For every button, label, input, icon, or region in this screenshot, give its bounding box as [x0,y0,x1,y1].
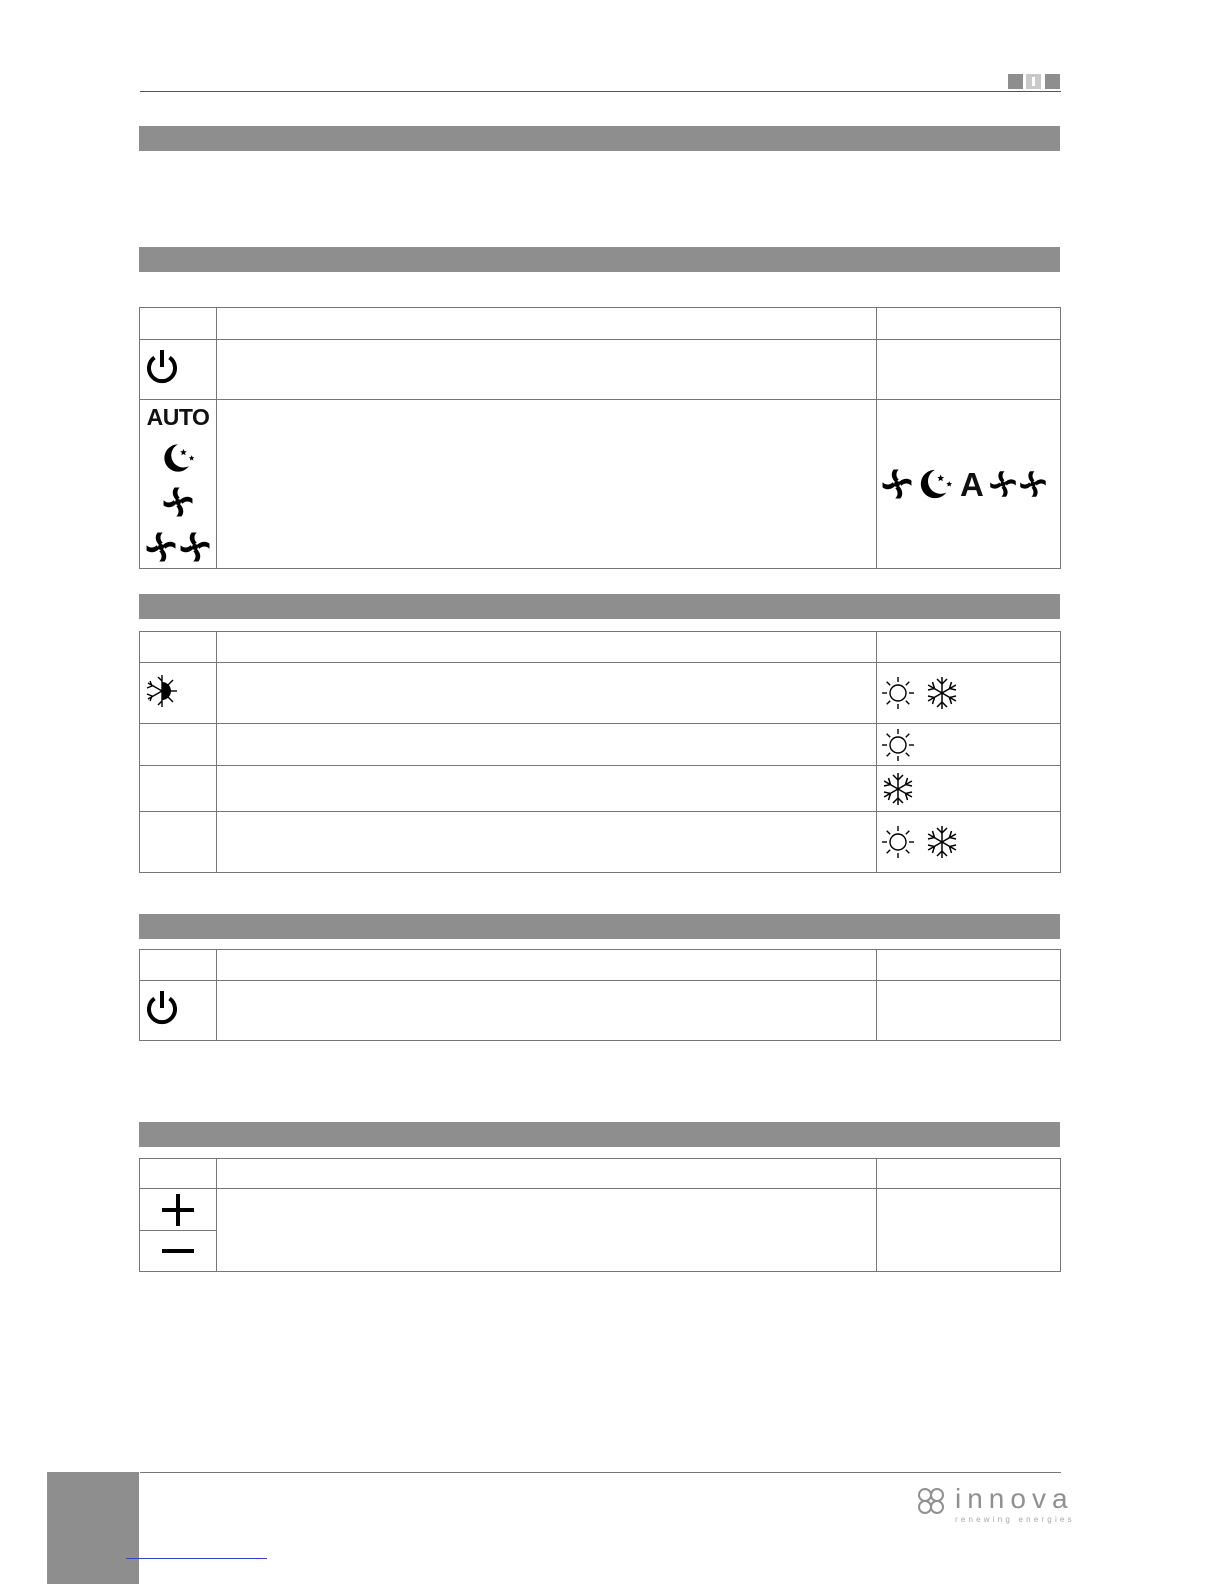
description-cell [217,766,877,812]
icon-cell [140,812,217,873]
fan-icon [161,485,195,519]
power-fan-table [139,307,1061,569]
plus-icon [160,1192,196,1228]
header-square-middle [1026,74,1041,89]
minus-icon [160,1233,196,1269]
header-square-right [1045,74,1060,89]
table-row [140,812,1061,873]
header-cell-description [217,308,877,340]
header-cell-indicator [877,1159,1061,1189]
section-bar-2 [139,247,1060,272]
table-header-row [140,632,1061,663]
indicator-cell [877,663,1061,724]
description-cell [217,981,877,1041]
header-cell-icon [140,950,217,981]
description-cell [217,724,877,766]
description-cell [217,1189,877,1272]
indicator-cell [877,1189,1061,1272]
minus-row [140,1230,216,1271]
icon-cell [140,340,217,400]
indicator-cell [877,812,1061,873]
double-fan-icon [988,467,1048,501]
innova-logo [915,1485,1075,1524]
icon-cell [140,766,217,812]
snowflake-icon [880,771,916,807]
table-row [140,766,1061,812]
section-bar-4 [139,914,1060,939]
plus-row [140,1190,216,1230]
power-icon [142,988,182,1028]
double-fan-icon [144,530,212,564]
table-row [140,340,1061,400]
header-square-left [1008,74,1023,89]
icon-cell [140,663,217,724]
header-cell-icon [140,308,217,340]
sun-icon [880,727,916,763]
description-cell [217,663,877,724]
butterfly-logo-icon [915,1485,947,1517]
icon-cell [140,724,217,766]
indicator-cell [877,340,1061,400]
section-bar-3 [139,594,1060,619]
header-cell-icon [140,632,217,663]
snowflake-icon [924,675,960,711]
table-header-row [140,1159,1061,1189]
table-row [140,724,1061,766]
table-row [140,1189,1061,1272]
icon-cell [140,400,217,569]
power-icon [142,347,182,387]
snowflake-icon [924,824,960,860]
indicator-cell [877,766,1061,812]
power-table [139,949,1061,1041]
temperature-table [139,1158,1061,1272]
header-cell-description [217,1159,877,1189]
section-bar-5 [139,1122,1060,1147]
description-cell [217,400,877,569]
header-cell-icon [140,1159,217,1189]
header-rule [140,91,1061,92]
footer-link-underline[interactable] [126,1558,267,1559]
table-row [140,663,1061,724]
indicator-cell [877,981,1061,1041]
sun-icon [880,824,916,860]
footer-rule [140,1472,1061,1473]
logo-tagline: renewing energies [955,1515,1075,1524]
logo-wordmark: innova [955,1483,1074,1514]
table-row [140,981,1061,1041]
table-header-row [140,308,1061,340]
header-cell-indicator [877,632,1061,663]
section-bar-1 [139,126,1060,151]
auto-letter: A [960,465,984,503]
header-cell-description [217,632,877,663]
sleep-moon-icon [914,467,956,501]
description-cell [217,812,877,873]
sun-icon [880,675,916,711]
heat-cool-mode-icon [142,671,182,711]
description-cell [217,340,877,400]
sleep-moon-icon [158,441,198,475]
mode-table [139,631,1061,873]
header-cell-indicator [877,950,1061,981]
header-cell-indicator [877,308,1061,340]
table-row [140,400,1061,569]
footer-page-tab [47,1472,139,1584]
table-header-row [140,950,1061,981]
indicator-cell [877,724,1061,766]
indicator-cell [877,400,1061,569]
header-cell-description [217,950,877,981]
fan-icon [880,467,914,501]
icon-cell [140,1189,217,1272]
icon-cell [140,981,217,1041]
auto-label: AUTO [146,404,210,430]
